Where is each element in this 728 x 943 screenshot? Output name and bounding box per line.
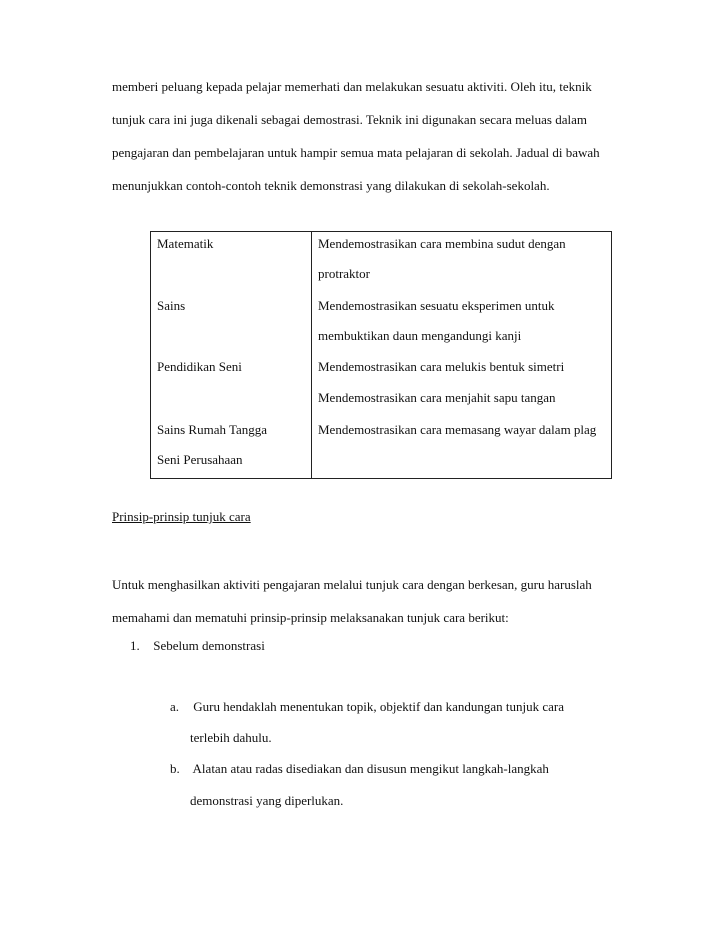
list-marker: 1. [130, 638, 140, 653]
table-subject: Seni Perusahaan [157, 452, 243, 467]
table-subject: Sains Rumah Tangga [157, 422, 268, 437]
intro-paragraph [112, 70, 652, 202]
principles-line: memahami dan mematuhi prinsip-prinsip melaksanakan tunjuk cara berikut: [112, 610, 509, 625]
intro-line: pengajaran dan pembelajaran untuk hampir semua mata pelajaran di sekolah. Jadual di bawah [112, 145, 600, 160]
table-activity: Mendemostrasikan cara menjahit sapu tangan [318, 390, 556, 405]
principles-paragraph [112, 568, 652, 634]
table-column-divider [311, 232, 312, 478]
sublist-item-b-continuation: demonstrasi yang diperlukan. [190, 793, 344, 808]
sublist-item-a [170, 697, 564, 717]
table-activity: Mendemostrasikan sesuatu eksperimen untuk [318, 298, 555, 313]
list-item-text: Sebelum demonstrasi [153, 638, 265, 653]
table-activity: membuktikan daun mengandungi kanji [318, 328, 522, 343]
sublist-marker: a. [170, 699, 180, 714]
sublist-item-text: Guru hendaklah menentukan topik, objektif dan kandungan tunjuk cara [193, 699, 565, 714]
intro-line: menunjukkan contoh-contoh teknik demonstrasi yang dilakukan di sekolah-sekolah. [112, 178, 550, 193]
demonstration-table [150, 231, 612, 479]
intro-line: tunjuk cara ini juga dikenali sebagai demostrasi. Teknik ini digunakan secara meluas dalam [112, 112, 588, 127]
table-activity: Mendemostrasikan cara membina sudut dengan [318, 236, 566, 251]
sublist-marker: b. [170, 761, 180, 776]
section-heading: Prinsip-prinsip tunjuk cara [112, 509, 251, 524]
sublist-item-b [170, 759, 549, 779]
table-activity: Mendemostrasikan cara memasang wayar dalam plag [318, 422, 597, 437]
table-activity: Mendemostrasikan cara melukis bentuk simetri [318, 359, 565, 374]
intro-line: memberi peluang kepada pelajar memerhati dan melakukan sesuatu aktiviti. Oleh itu, teknik [112, 79, 592, 94]
table-subject: Matematik [157, 236, 214, 251]
sublist-item-a-continuation: terlebih dahulu. [190, 730, 272, 745]
table-subject: Sains [157, 298, 186, 313]
table-subject: Pendidikan Seni [157, 359, 242, 374]
list-item-1 [130, 636, 265, 656]
sublist-item-text: Alatan atau radas disediakan dan disusun mengikut langkah-langkah [192, 761, 549, 776]
table-activity: protraktor [318, 266, 370, 281]
principles-line: Untuk menghasilkan aktiviti pengajaran melalui tunjuk cara dengan berkesan, guru haruslah [112, 577, 592, 592]
